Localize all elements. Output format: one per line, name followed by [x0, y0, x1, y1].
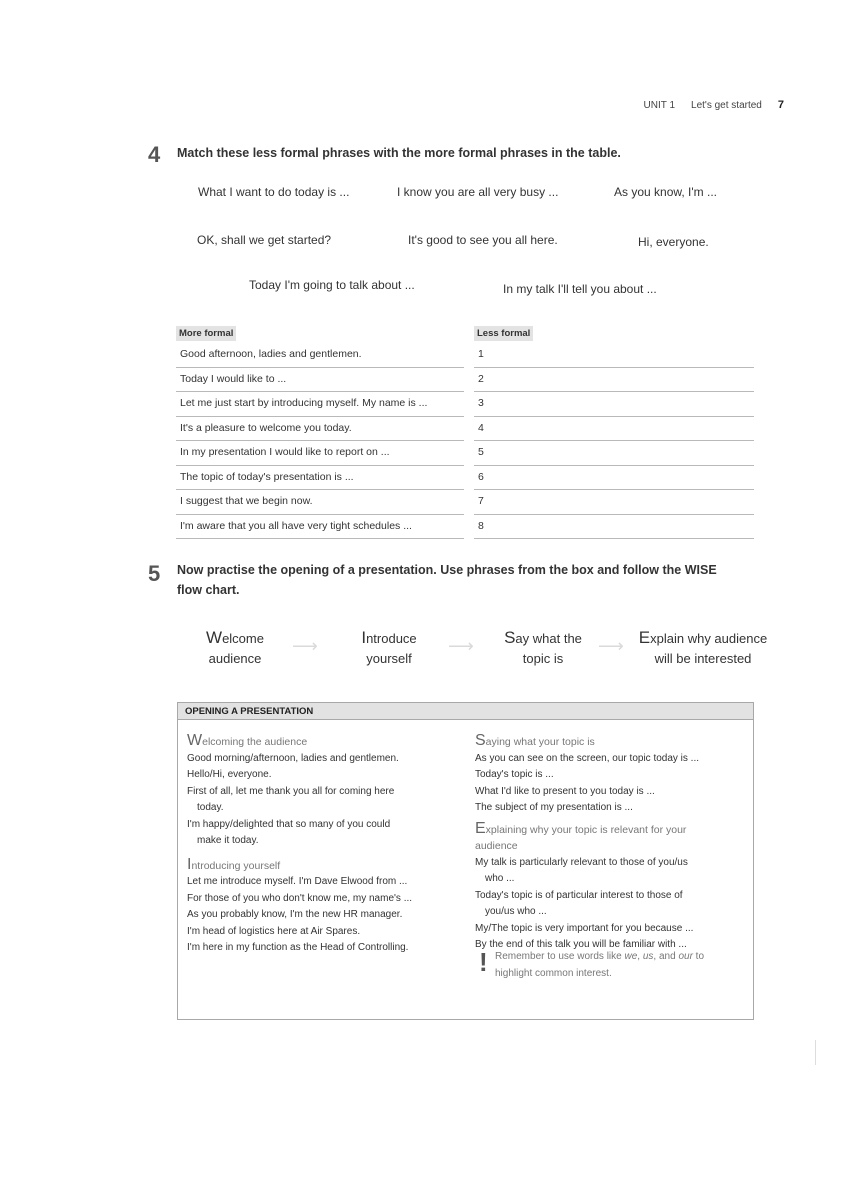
column-header-more-formal: More formal: [176, 326, 236, 341]
flow-text-line-2: topic is: [522, 651, 564, 666]
exercise-5-instruction-line-1: Now practise the opening of a presentation. Use phrases from the box and follow the WISE: [177, 563, 717, 577]
flow-text: xplain why audience: [650, 631, 768, 646]
opening-presentation-box: [177, 702, 754, 1020]
formal-phrase: Today I would like to ...: [180, 372, 287, 385]
phrase-line: My/The topic is very important for you because ...: [475, 922, 694, 934]
exercise-4-number: 4: [148, 142, 161, 167]
page-header: [644, 99, 784, 111]
answer-number: 3: [478, 397, 484, 409]
table-row: [176, 343, 754, 368]
tip-note: Remember to use words like we, us, and our to highlight common interest.: [495, 951, 705, 979]
column-header-less-formal: Less formal: [474, 326, 533, 341]
box-left-column: [187, 733, 472, 957]
answer-number: 2: [478, 372, 484, 385]
table-row: [176, 441, 754, 466]
flow-step-say: [500, 628, 586, 669]
table-row: [176, 392, 754, 417]
phrase-2: I know you are all very busy ...: [397, 185, 559, 199]
flow-initial: E: [638, 628, 651, 647]
exercise-5-number: 5: [148, 561, 161, 586]
flow-text-line-2: yourself: [366, 651, 412, 666]
phrase-line: I'm here in my function as the Head of Controlling.: [187, 942, 409, 953]
phrase-line: Good morning/afternoon, ladies and gentlemen.: [187, 752, 399, 764]
table-row: [176, 417, 754, 442]
phrase-line: who ...: [485, 873, 515, 884]
table-row: [176, 368, 754, 393]
flow-text: ntroduce: [366, 631, 417, 646]
page-edge-mark: [815, 1040, 816, 1065]
explaining-heading: Explaining why your topic is relevant for your: [475, 819, 687, 837]
phrase-line: Let me introduce myself. I'm Dave Elwood from ...: [187, 876, 408, 887]
phrase-3: As you know, I'm ...: [614, 185, 717, 199]
phrase-4: OK, shall we get started?: [197, 233, 332, 247]
unit-title: Let's get started: [691, 100, 762, 111]
table-header: [176, 325, 754, 343]
flow-step-introduce: [358, 628, 420, 669]
flow-text-line-2: will be interested: [654, 651, 752, 666]
phrase-line: Today's topic is of particular interest to those of: [475, 889, 683, 901]
unit-label: UNIT 1: [643, 100, 676, 111]
box-right-column: [475, 733, 750, 954]
exclamation-icon: !: [479, 947, 488, 977]
introducing-heading: Introducing yourself: [187, 855, 281, 873]
formal-phrase: Good afternoon, ladies and gentlemen.: [180, 348, 362, 360]
phrase-line: My talk is particularly relevant to those of you/us: [475, 856, 688, 868]
flow-text: elcome: [222, 631, 264, 646]
exercise-5-instruction-line-2: flow chart.: [177, 583, 240, 597]
flow-initial: W: [206, 628, 223, 647]
phrase-line: I'm head of logistics here at Air Spares.: [187, 925, 361, 937]
formal-phrase: I'm aware that you all have very tight schedules ...: [180, 519, 412, 532]
table-row: [176, 466, 754, 491]
explaining-heading-line-2: audience: [475, 840, 518, 852]
phrase-line: today.: [197, 802, 224, 813]
exercise-5-instruction: [177, 560, 717, 600]
answer-number: 7: [478, 495, 484, 507]
phrase-line: I'm happy/delighted that so many of you could: [187, 818, 391, 830]
phrase-line: First of all, let me thank you all for coming here: [187, 785, 395, 797]
box-title: OPENING A PRESENTATION: [178, 703, 753, 720]
phrase-line: you/us who ...: [485, 906, 547, 917]
saying-heading: Saying what your topic is: [475, 732, 595, 749]
welcoming-heading: Welcoming the audience: [187, 732, 308, 749]
formal-phrase: The topic of today's presentation is ...: [180, 470, 354, 483]
phrase-line: For those of you who don't know me, my name's ...: [187, 892, 413, 904]
phrase-line: make it today.: [197, 835, 259, 846]
page-number: 7: [777, 99, 784, 111]
phrase-1: What I want to do today is ...: [198, 185, 350, 199]
formal-phrase: I suggest that we begin now.: [180, 495, 313, 507]
flow-initial: I: [361, 628, 367, 647]
phrase-line: Today's topic is ...: [475, 769, 554, 780]
exercise-4-instruction: Match these less formal phrases with the more formal phrases in the table.: [177, 146, 621, 160]
phrase-line: The subject of my presentation is ...: [475, 802, 633, 813]
table-row: [176, 515, 754, 540]
flow-text: ay what the: [515, 631, 582, 646]
flow-step-explain: [638, 628, 768, 669]
flow-arrow-icon: ⟶: [292, 636, 318, 656]
answer-number: 4: [478, 421, 484, 434]
table-row: [176, 490, 754, 515]
phrase-7: Today I'm going to talk about ...: [249, 278, 415, 292]
phrase-line: What I'd like to present to you today is ...: [475, 785, 655, 797]
phrase-line: By the end of this talk you will be familiar with ...: [475, 939, 687, 950]
answer-number: 6: [478, 470, 484, 483]
matching-table: [176, 325, 754, 539]
flow-text-line-2: audience: [208, 651, 262, 666]
phrase-8: In my talk I'll tell you about ...: [503, 282, 657, 296]
answer-number: 8: [478, 519, 484, 532]
flow-arrow-icon: ⟶: [598, 636, 624, 656]
phrase-6: Hi, everyone.: [638, 235, 709, 249]
formal-phrase: Let me just start by introducing myself. My name is ...: [180, 397, 428, 409]
phrase-line: Hello/Hi, everyone.: [187, 769, 272, 780]
flow-initial: S: [504, 628, 516, 647]
phrase-line: As you probably know, I'm the new HR manager.: [187, 909, 403, 920]
formal-phrase: In my presentation I would like to report on ...: [180, 446, 390, 458]
answer-number: 1: [478, 348, 484, 360]
flow-arrow-icon: ⟶: [448, 636, 474, 656]
answer-number: 5: [478, 446, 484, 458]
flow-step-welcome: [204, 628, 266, 669]
formal-phrase: It's a pleasure to welcome you today.: [180, 421, 352, 434]
phrase-5: It's good to see you all here.: [408, 233, 558, 247]
phrase-line: As you can see on the screen, our topic today is ...: [475, 752, 700, 764]
